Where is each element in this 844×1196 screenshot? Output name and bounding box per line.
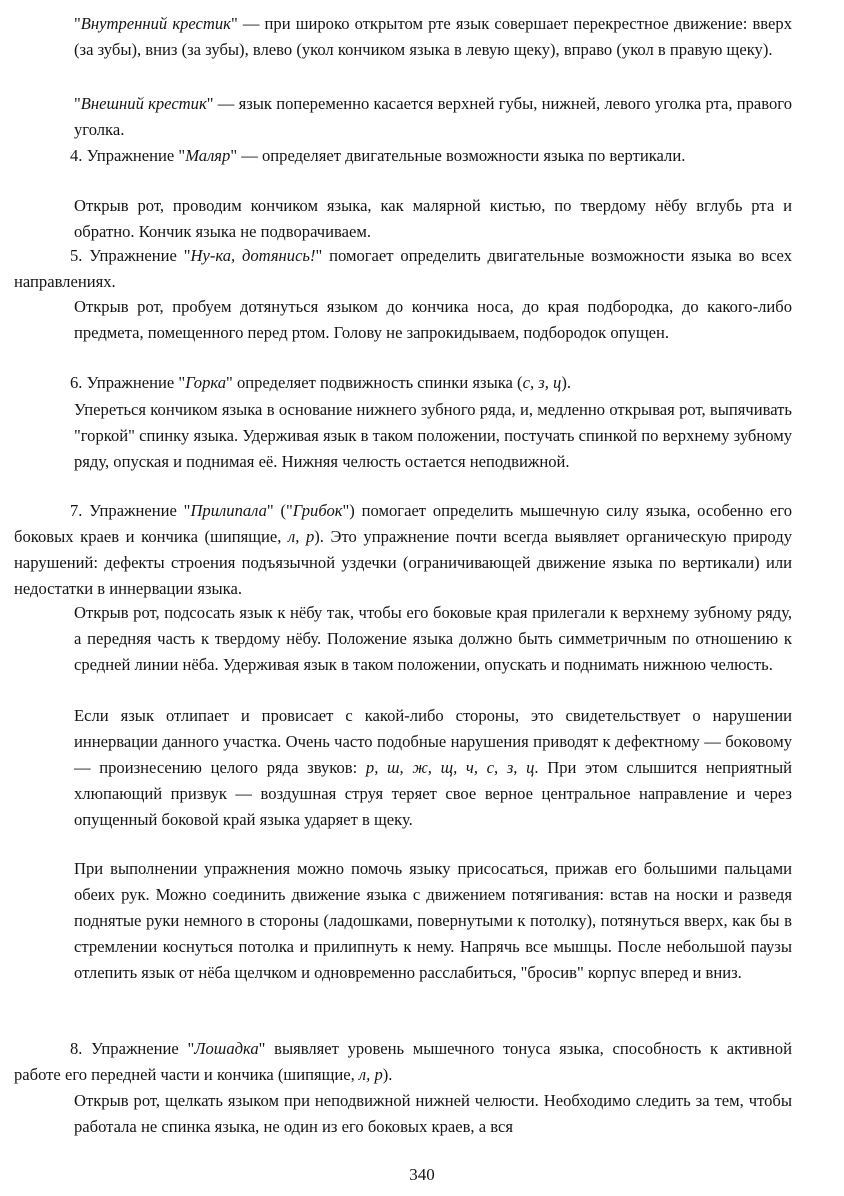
text-run: Открыв рот, пробуем дотянуться языком до кончика носа, до края подбородка, до какого-либо предмета, помещенного перед ртом. Голову не запрокидываем, подбородок опущен.: [74, 297, 792, 342]
text-run: . При этом слышится неприятный хлюпающий призвук — воздушная струя теряет свое верное центральное направление и через опущенный боковой край языка ударяет в щеку.: [74, 758, 792, 829]
paragraph-outer-cross: [74, 91, 792, 143]
text-run: " определяет подвижность спинки языка (: [226, 373, 523, 392]
paragraph-exercise-4-instructions: [74, 193, 792, 245]
text-run: " (": [266, 501, 293, 520]
paragraph-exercise-7-instructions: [74, 600, 792, 678]
text-run: ).: [561, 373, 571, 392]
text-run: 6. Упражнение ": [70, 373, 186, 392]
italic-text: Грибок: [292, 501, 343, 520]
text-run: ": [74, 94, 81, 113]
italic-text: Горка: [185, 373, 227, 392]
text-run: ": [74, 14, 81, 33]
italic-text: л, р: [288, 527, 315, 546]
text-run: При выполнении упражнения можно помочь языку присосаться, прижав его большими пальцами обеих рук. Можно соединить движение языка с движением потягивания: встав на носки и разведя поднятые руки немного в стороны (ладошками, повернутыми к потолку), потянуться вверх, как бы в стремлении коснуться потолка и прилипнуть к нему. Напрячь все мышцы. После небольшой паузы отлепить язык от нёба щелчком и одновременно расслабиться, "бросив" корпус вперед и вниз.: [74, 859, 792, 982]
text-run: Упереться кончиком языка в основание нижнего зубного ряда, и, медленно открывая рот, выпячивать "горкой" спинку языка. Удерживая язык в таком положении, постучать спинкой по верхнему зубному ряду, опуская и поднимая её. Нижняя челюсть остается неподвижной.: [74, 400, 792, 471]
text-run: 5. Упражнение ": [70, 246, 191, 265]
paragraph-exercise-5-instructions: [74, 294, 792, 346]
text-run: Открыв рот, проводим кончиком языка, как малярной кистью, по твердому нёбу вглубь рта и обратно. Кончик языка не подворачиваем.: [74, 196, 792, 241]
text-run: " выявляет уровень мышечного тонуса языка, способность к активной работе его передней части и кончика (шипящие,: [14, 1039, 792, 1084]
page-number: 340: [409, 1165, 435, 1184]
text-run: Открыв рот, щелкать языком при неподвижной нижней челюсти. Необходимо следить за тем, чтобы работала не спинка языка, не один из его боковых краев, а вся: [74, 1091, 792, 1136]
paragraph-exercise-8-instructions: [74, 1088, 792, 1140]
italic-text: Внешний крестик: [80, 94, 207, 113]
text-run: " — при широко открытом рте язык совершает перекрестное движение: вверх (за зубы), вниз (за зубы), влево (укол кончиком языка в левую щеку), вправо (укол в правую щеку).: [74, 14, 792, 59]
text-run: 4. Упражнение ": [70, 146, 186, 165]
paragraph-exercise-4: [14, 143, 792, 169]
text-run: Если язык отлипает и провисает с какой-либо стороны, это свидетельствует о нарушении иннервации данного участка. Очень часто подобные нарушения приводят к дефектному — боковому — произнесению целого ряда звуков:: [74, 706, 792, 777]
paragraph-exercise-6: [14, 370, 792, 396]
italic-text: л, р: [358, 1065, 383, 1084]
text-run: 7. Упражнение ": [70, 501, 191, 520]
italic-text: р, ш, ж, щ, ч, с, з, ц: [365, 758, 535, 777]
text-run: ") помогает определить мышечную силу языка, особенно его боковых краев и кончика (шипящие,: [14, 501, 792, 546]
text-run: Открыв рот, подсосать язык к нёбу так, чтобы его боковые края прилегали к верхнему зубному ряду, а передняя часть к твердому нёбу. Положение языка должно быть симметричным по отношению к средней линии нёба. Удерживая язык в таком положении, опускать и поднимать нижнюю челюсть.: [74, 603, 792, 674]
italic-text: с, з, ц: [522, 373, 562, 392]
text-run: " — определяет двигательные возможности языка по вертикали.: [230, 146, 686, 165]
italic-text: Лошадка: [194, 1039, 259, 1058]
text-run: ). Это упражнение почти всегда выявляет органическую природу нарушений: дефекты строения подъязычной уздечки (ограничивающей движение языка по вертикали) или недостатки в иннервации языка.: [14, 527, 792, 598]
paragraph-exercise-7-note: [74, 703, 792, 833]
paragraph-exercise-6-instructions: [74, 397, 792, 475]
italic-text: Ну-ка, дотянись!: [190, 246, 316, 265]
text-run: " помогает определить двигательные возможности языка во всех направлениях.: [14, 246, 793, 291]
paragraph-exercise-8: [14, 1036, 792, 1088]
italic-text: Внутренний крестик: [80, 14, 231, 33]
text-run: 8. Упражнение ": [70, 1039, 195, 1058]
text-run: " — язык попеременно касается верхней губы, нижней, левого уголка рта, правого уголка.: [74, 94, 792, 139]
paragraph-exercise-7: [14, 498, 792, 602]
italic-text: Прилипала: [190, 501, 267, 520]
text-run: ).: [382, 1065, 393, 1084]
paragraph-exercise-7-help: [74, 856, 792, 986]
italic-text: Маляр: [185, 146, 231, 165]
paragraph-inner-cross: [74, 11, 792, 63]
paragraph-exercise-5: [14, 243, 792, 295]
